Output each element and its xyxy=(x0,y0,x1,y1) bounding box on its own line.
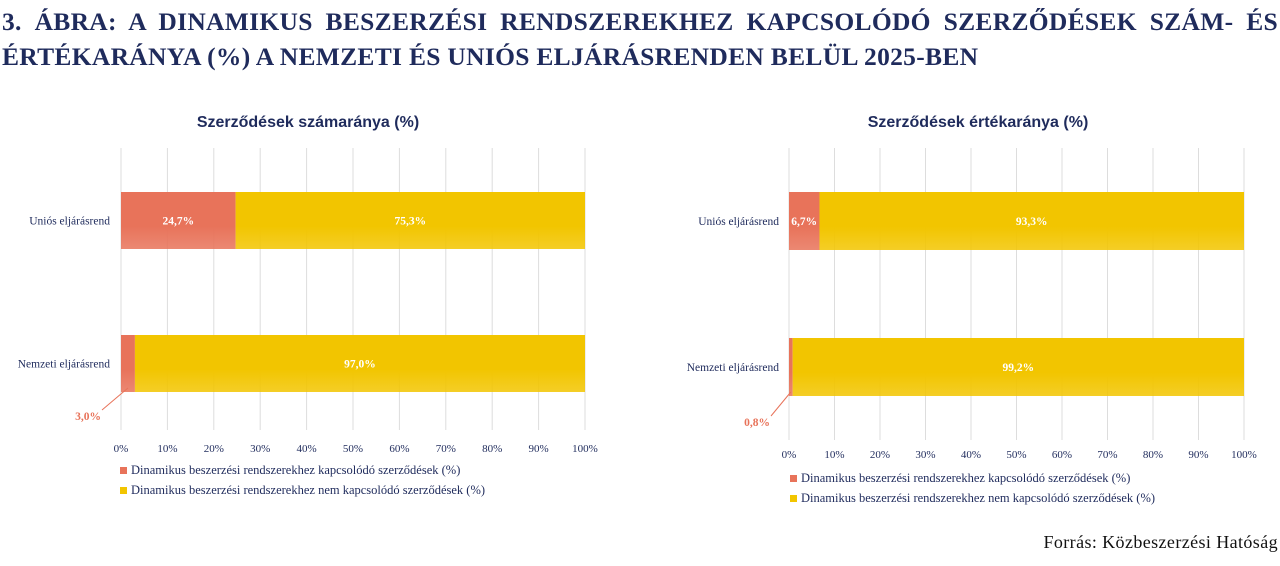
x-tick-label: 60% xyxy=(389,443,410,455)
category-label: Uniós eljárásrend xyxy=(29,215,110,228)
x-tick-label: 0% xyxy=(781,449,797,461)
x-tick-label: 70% xyxy=(1097,449,1118,461)
figure-title-line-2: ÉRTÉKARÁNYA (%) A NEMZETI ÉS UNIÓS ELJÁRÁSRENDEN BELÜL 2025-BEN xyxy=(2,42,979,71)
legend-swatch-non-dbr xyxy=(790,495,797,502)
chart-legend xyxy=(790,468,1155,508)
chart-count-share xyxy=(0,100,620,520)
x-tick-label: 20% xyxy=(869,449,891,461)
x-tick-label: 30% xyxy=(250,443,271,455)
x-tick-label: 80% xyxy=(482,443,503,455)
data-label: 99,2% xyxy=(1002,362,1035,374)
category-label: Nemzeti eljárásrend xyxy=(17,358,110,371)
data-label: 75,3% xyxy=(394,215,427,228)
category-label: Uniós eljárásrend xyxy=(698,216,779,228)
x-tick-label: 100% xyxy=(1231,449,1257,461)
chart-value-share xyxy=(660,100,1280,520)
x-tick-label: 30% xyxy=(915,449,936,461)
x-tick-label: 20% xyxy=(203,443,224,455)
data-label-leader xyxy=(102,388,128,410)
data-label: 6,7% xyxy=(791,216,818,228)
bar-segment xyxy=(789,338,793,396)
x-tick-label: 50% xyxy=(1006,449,1027,461)
legend-label-non-dbr: Dinamikus beszerzési rendszerekhez nem kapcsolódó szerződések (%) xyxy=(131,482,486,497)
chart-title: Szerződések értékaránya (%) xyxy=(867,114,1089,131)
data-label: 0,8% xyxy=(744,417,770,429)
legend-label-dbr: Dinamikus beszerzési rendszerekhez kapcsolódó szerződések (%) xyxy=(131,462,461,477)
chart-plot xyxy=(660,100,1280,520)
data-label-leader xyxy=(771,392,791,416)
x-tick-label: 40% xyxy=(960,449,982,461)
chart-legend xyxy=(120,460,485,500)
data-label: 3,0% xyxy=(75,411,101,423)
x-tick-label: 10% xyxy=(157,443,178,455)
x-tick-label: 90% xyxy=(1188,449,1209,461)
figure-title-line-1: 3. ÁBRA: A DINAMIKUS BESZERZÉSI RENDSZEREKHEZ KAPCSOLÓDÓ SZERZŐDÉSEK SZÁM- ÉS xyxy=(2,7,1278,36)
x-tick-label: 70% xyxy=(435,443,456,455)
x-tick-label: 90% xyxy=(528,443,549,455)
x-tick-label: 100% xyxy=(572,443,598,455)
legend-item-non-dbr xyxy=(120,480,485,500)
chart-plot xyxy=(0,100,620,520)
category-label: Nemzeti eljárásrend xyxy=(686,362,779,374)
legend-item-dbr xyxy=(120,460,485,480)
legend-item-dbr xyxy=(790,468,1155,488)
legend-label-dbr: Dinamikus beszerzési rendszerekhez kapcsolódó szerződések (%) xyxy=(801,470,1131,485)
figure-title xyxy=(2,4,1278,74)
legend-swatch-dbr xyxy=(790,475,797,482)
chart-title: Szerződések számaránya (%) xyxy=(196,114,420,131)
legend-swatch-non-dbr xyxy=(120,487,127,494)
legend-label-non-dbr: Dinamikus beszerzési rendszerekhez nem kapcsolódó szerződések (%) xyxy=(801,490,1156,505)
x-tick-label: 80% xyxy=(1142,449,1164,461)
legend-item-non-dbr xyxy=(790,488,1155,508)
x-tick-label: 40% xyxy=(296,443,317,455)
source-note: Forrás: Közbeszerzési Hatóság xyxy=(1043,532,1278,552)
data-label: 93,3% xyxy=(1015,216,1048,228)
x-tick-label: 50% xyxy=(342,443,364,455)
bar-segment xyxy=(121,335,135,392)
data-label: 24,7% xyxy=(162,215,195,228)
x-tick-label: 0% xyxy=(113,443,129,455)
x-tick-label: 60% xyxy=(1051,449,1073,461)
data-label: 97,0% xyxy=(344,358,376,371)
x-tick-label: 10% xyxy=(824,449,845,461)
legend-swatch-dbr xyxy=(120,467,127,474)
